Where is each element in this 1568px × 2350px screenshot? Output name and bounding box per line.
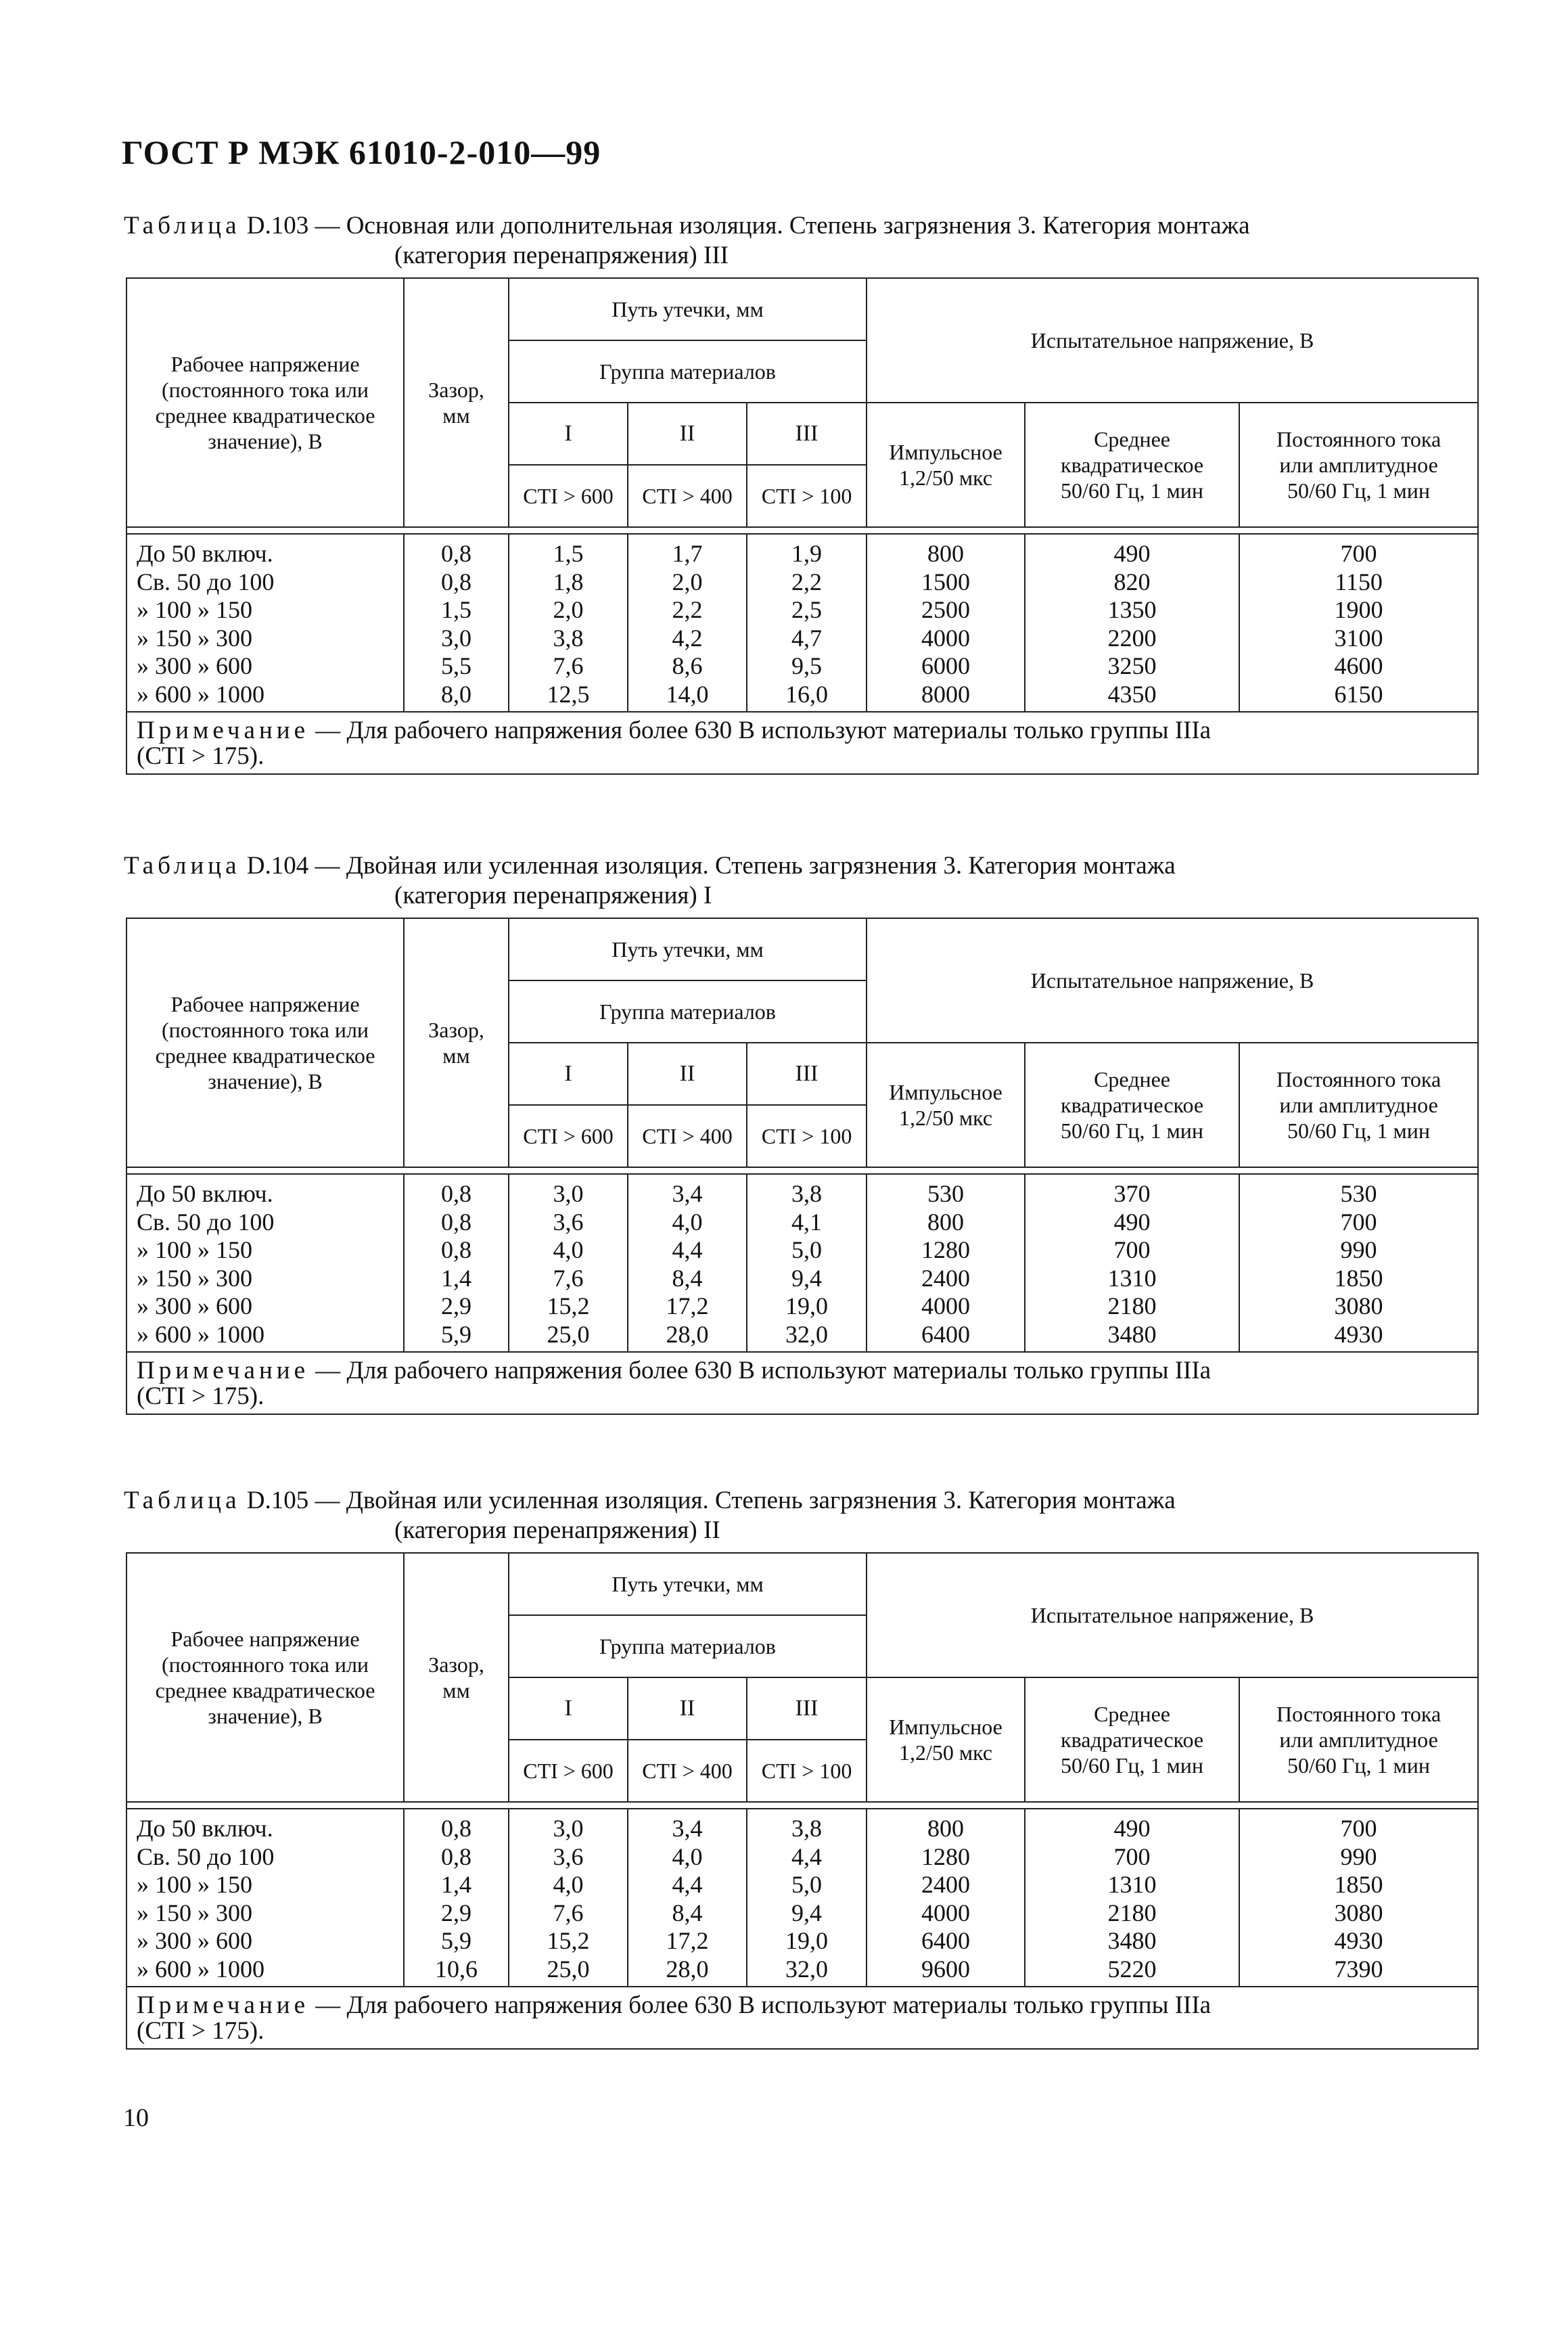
header-cti-400: CTI > 400 (628, 1105, 747, 1167)
caption-line-2: (категория перенапряжения) II (394, 1516, 720, 1544)
values-g3: 3,8 4,4 5,0 9,4 19,0 32,0 (747, 1809, 867, 1987)
values-g3: 1,9 2,2 2,5 4,7 9,5 16,0 (747, 534, 867, 712)
row-labels-cell: До 50 включ. Св. 50 до 100 » 100 » 150 » 150 » 300 » 300 » 600 » 600 » 1000 (126, 1174, 404, 1352)
values-dc: 700 990 1850 3080 4930 7390 (1239, 1809, 1478, 1987)
header-impulse: Импульсное 1,2/50 мкс (867, 1043, 1025, 1167)
header-group-iii: III (747, 1043, 867, 1105)
note-label: Примечание (137, 1991, 309, 2019)
values-clearance: 0,8 0,8 0,8 1,4 2,9 5,9 (404, 1174, 509, 1352)
header-rms: Среднее квадратическое 50/60 Гц, 1 мин (1025, 1043, 1239, 1167)
caption-text: D.104 — Двойная или усиленная изоляция. Степень загрязнения 3. Категория монтажа (240, 852, 1176, 880)
header-group-ii: II (628, 403, 747, 465)
table-note (126, 1987, 1478, 2049)
values-dc: 700 1150 1900 3100 4600 6150 (1239, 534, 1478, 712)
values-impulse: 800 1280 2400 4000 6400 9600 (867, 1809, 1025, 1987)
header-test-voltage: Испытательное напряжение, В (867, 278, 1478, 403)
header-rms: Среднее квадратическое 50/60 Гц, 1 мин (1025, 403, 1239, 527)
header-cti-400: CTI > 400 (628, 1740, 747, 1802)
header-group-i: I (509, 1043, 628, 1105)
note-text: — Для рабочего напряжения более 630 В используют материалы только группы IIIa (309, 1357, 1212, 1384)
header-cti-600: CTI > 600 (509, 1740, 628, 1802)
header-creepage: Путь утечки, мм (509, 918, 867, 980)
note-label: Примечание (137, 1357, 309, 1384)
table-note (126, 712, 1478, 774)
note-text: — Для рабочего напряжения более 630 В используют материалы только группы IIIa (309, 1991, 1212, 2019)
header-group-iii: III (747, 1677, 867, 1740)
values-impulse: 800 1500 2500 4000 6000 8000 (867, 534, 1025, 712)
insulation-table (126, 918, 1479, 1415)
caption-line-2: (категория перенапряжения) III (394, 242, 729, 269)
caption-line-1 (124, 1486, 1443, 1516)
header-group-ii: II (628, 1677, 747, 1740)
header-test-voltage: Испытательное напряжение, В (867, 1553, 1478, 1677)
table-note (126, 1352, 1478, 1414)
values-dc: 530 700 990 1850 3080 4930 (1239, 1174, 1478, 1352)
values-rms: 370 490 700 1310 2180 3480 (1025, 1174, 1239, 1352)
caption-line-2: (категория перенапряжения) I (394, 882, 712, 909)
values-rms: 490 700 1310 2180 3480 5220 (1025, 1809, 1239, 1987)
caption-label: Таблица (124, 1487, 241, 1514)
header-clearance: Зазор, мм (404, 1553, 509, 1802)
header-cti-100: CTI > 100 (747, 465, 867, 527)
note-text: — Для рабочего напряжения более 630 В используют материалы только группы IIIa (309, 717, 1212, 744)
table-caption (124, 1486, 1443, 1545)
header-group-i: I (509, 1677, 628, 1740)
header-cti-100: CTI > 100 (747, 1105, 867, 1167)
values-clearance: 0,8 0,8 1,5 3,0 5,5 8,0 (404, 534, 509, 712)
header-cti-400: CTI > 400 (628, 465, 747, 527)
header-group-iii: III (747, 403, 867, 465)
header-rms: Среднее квадратическое 50/60 Гц, 1 мин (1025, 1677, 1239, 1802)
row-labels-cell: До 50 включ. Св. 50 до 100 » 100 » 150 » 150 » 300 » 300 » 600 » 600 » 1000 (126, 534, 404, 712)
insulation-table (126, 1552, 1479, 2050)
note-text-2: (CTI > 175). (137, 2017, 264, 2045)
row-labels-cell: До 50 включ. Св. 50 до 100 » 100 » 150 » 150 » 300 » 300 » 600 » 600 » 1000 (126, 1809, 404, 1987)
values-g1: 3,0 3,6 4,0 7,6 15,2 25,0 (509, 1174, 628, 1352)
table-caption (124, 211, 1443, 271)
table-caption (124, 851, 1443, 911)
header-working-voltage: Рабочее напряжение (постоянного тока или среднее квадратическое значение), В (126, 1553, 404, 1802)
note-label: Примечание (137, 717, 309, 744)
values-rms: 490 820 1350 2200 3250 4350 (1025, 534, 1239, 712)
header-test-voltage: Испытательное напряжение, В (867, 918, 1478, 1043)
document-header: ГОСТ Р МЭК 61010-2-010—99 (122, 133, 601, 171)
values-g1: 1,5 1,8 2,0 3,8 7,6 12,5 (509, 534, 628, 712)
caption-label: Таблица (124, 212, 241, 240)
header-dc: Постоянного тока или амплитудное 50/60 Гц, 1 мин (1239, 403, 1478, 527)
insulation-table (126, 277, 1479, 775)
header-creepage: Путь утечки, мм (509, 1553, 867, 1615)
header-separator (126, 1167, 1478, 1174)
caption-label: Таблица (124, 852, 241, 880)
header-clearance: Зазор, мм (404, 918, 509, 1167)
header-separator (126, 1802, 1478, 1809)
header-working-voltage: Рабочее напряжение (постоянного тока или среднее квадратическое значение), В (126, 278, 404, 527)
note-text-2: (CTI > 175). (137, 1382, 264, 1410)
caption-text: D.105 — Двойная или усиленная изоляция. Степень загрязнения 3. Категория монтажа (240, 1487, 1176, 1514)
header-dc: Постоянного тока или амплитудное 50/60 Гц, 1 мин (1239, 1677, 1478, 1802)
values-clearance: 0,8 0,8 1,4 2,9 5,9 10,6 (404, 1809, 509, 1987)
caption-line-1 (124, 211, 1443, 241)
header-material-group: Группа материалов (509, 980, 867, 1043)
page-number: 10 (123, 2104, 149, 2132)
values-impulse: 530 800 1280 2400 4000 6400 (867, 1174, 1025, 1352)
values-g2: 1,7 2,0 2,2 4,2 8,6 14,0 (628, 534, 747, 712)
header-group-ii: II (628, 1043, 747, 1105)
values-g2: 3,4 4,0 4,4 8,4 17,2 28,0 (628, 1174, 747, 1352)
values-g2: 3,4 4,0 4,4 8,4 17,2 28,0 (628, 1809, 747, 1987)
header-clearance: Зазор, мм (404, 278, 509, 527)
header-impulse: Импульсное 1,2/50 мкс (867, 1677, 1025, 1802)
header-material-group: Группа материалов (509, 340, 867, 403)
header-cti-600: CTI > 600 (509, 1105, 628, 1167)
header-group-i: I (509, 403, 628, 465)
header-separator (126, 527, 1478, 534)
header-working-voltage: Рабочее напряжение (постоянного тока или среднее квадратическое значение), В (126, 918, 404, 1167)
header-creepage: Путь утечки, мм (509, 278, 867, 340)
note-text-2: (CTI > 175). (137, 742, 264, 770)
header-impulse: Импульсное 1,2/50 мкс (867, 403, 1025, 527)
values-g1: 3,0 3,6 4,0 7,6 15,2 25,0 (509, 1809, 628, 1987)
header-cti-600: CTI > 600 (509, 465, 628, 527)
caption-line-1 (124, 851, 1443, 881)
values-g3: 3,8 4,1 5,0 9,4 19,0 32,0 (747, 1174, 867, 1352)
header-material-group: Группа материалов (509, 1615, 867, 1677)
caption-text: D.103 — Основная или дополнительная изоляция. Степень загрязнения 3. Категория монтажа (240, 212, 1250, 240)
header-cti-100: CTI > 100 (747, 1740, 867, 1802)
header-dc: Постоянного тока или амплитудное 50/60 Гц, 1 мин (1239, 1043, 1478, 1167)
